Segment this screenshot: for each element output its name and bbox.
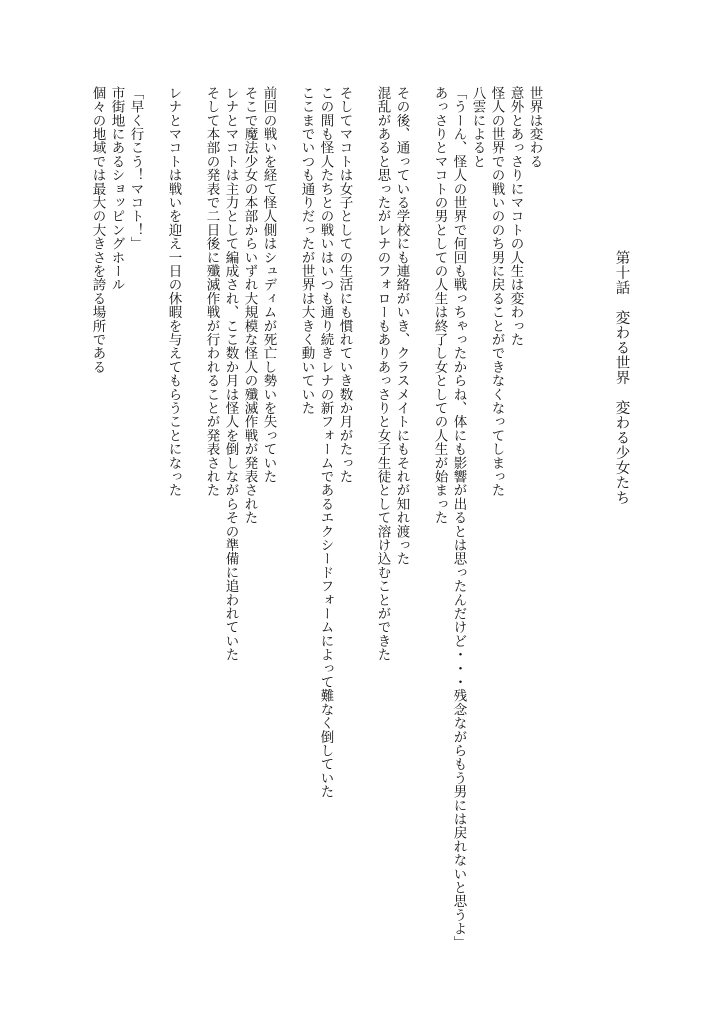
body-line-13: そこで魔法少女の本部からいずれ大規模な怪人の殲滅作戦が発表された <box>241 86 258 525</box>
body-line-1: 世界は変わる <box>526 86 543 169</box>
body-line-7: その後、通っている学校にも連絡がいき、クラスメイトにもそれが知れ渡った <box>393 86 410 566</box>
body-line-10: この間も怪人たちとの戦いはいつも通り続きレナの新フォームであるエクシードフォームによって難なく倒していた <box>317 86 334 799</box>
body-line-12: 前回の戦いを経て怪人側はシュディムが死亡し勢いを失っていた <box>260 86 277 484</box>
body-line-16: レナとマコトは戦いを迎え一日の休暇を与えてもらうことになった <box>165 86 182 497</box>
body-line-17: 「早く行こう！マコト！」 <box>127 86 144 251</box>
body-line-8: 混乱があると思ったがレナのフォローもありあっさりと女子生徒として溶け込むことができた <box>374 86 391 662</box>
body-line-3: 怪人の世界での戦いののち男に戻ることができなくなってしまった <box>488 86 505 497</box>
body-line-19: 個々の地域では最大の大きさを誇る場所である <box>89 86 106 374</box>
body-line-4: 八雲によると <box>469 86 486 169</box>
body-line-9: そしてマコトは女子としての生活にも慣れていき数か月がたった <box>336 86 353 484</box>
body-line-6: あっさりとマコトの男としての人生は終了し女としての人生が始まった <box>431 86 448 525</box>
body-line-11: ここまでいつも通りだったが世界は大きく動いていた <box>298 86 315 415</box>
body-line-15: そして本部の発表で二日後に殲滅作戦が行われることが発表された <box>203 86 220 497</box>
body-line-14: レナとマコトは主力として編成され、ここ数か月は怪人を倒しながらその準備に追われていた <box>222 86 239 662</box>
body-line-18: 市街地にあるショッピングホール <box>108 86 125 292</box>
body-line-5: 「うーん、怪人の世界で何回も戦っちゃったからね、体にも影響が出るとは思ったんだけど・・・残念ながらもう男には戻れないと思うよ」 <box>450 86 467 950</box>
body-line-2: 意外とあっさりにマコトの人生は変わった <box>507 86 524 347</box>
chapter-title: 第十話 変わる世界 変わる少女たち <box>613 250 630 505</box>
